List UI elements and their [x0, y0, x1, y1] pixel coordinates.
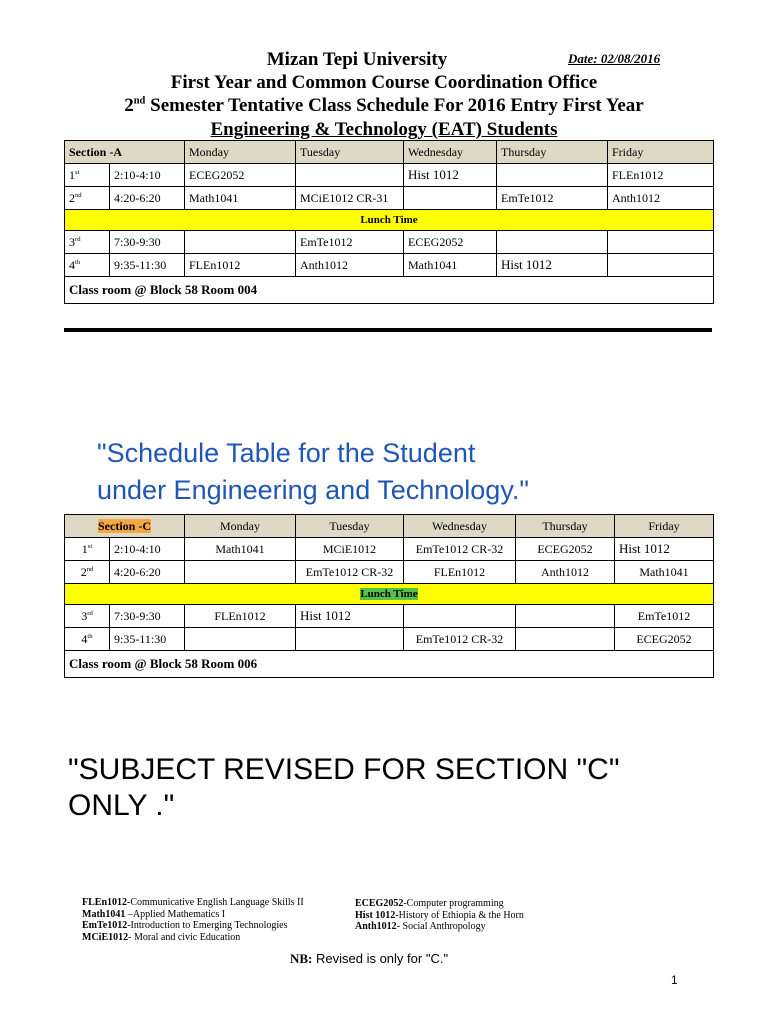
class-cell: Math1041 — [185, 187, 296, 210]
class-cell — [185, 561, 296, 584]
legend-left — [82, 897, 304, 943]
class-cell: ECEG2052 — [185, 164, 296, 187]
table-header-row — [65, 515, 714, 538]
class-cell: MCiE1012 — [296, 538, 404, 561]
class-cell — [185, 628, 296, 651]
office-title: First Year and Common Course Coordination Office — [170, 72, 598, 93]
legend-item: Anth1012- Social Anthropology — [355, 921, 486, 932]
period: 3rd — [65, 605, 110, 628]
legend-item: Hist 1012-History of Ethiopia & the Horn — [355, 909, 524, 921]
class-cell — [497, 231, 608, 254]
class-cell — [608, 231, 714, 254]
class-cell: Math1041 — [404, 254, 497, 277]
day-tuesday: Tuesday — [296, 515, 404, 538]
day-friday: Friday — [615, 515, 714, 538]
time-slot: 9:35-11:30 — [110, 628, 185, 651]
class-cell: Hist 1012 — [497, 254, 608, 277]
day-monday: Monday — [185, 141, 296, 164]
class-cell — [608, 254, 714, 277]
time-slot: 9:35-11:30 — [110, 254, 185, 277]
section-label: Section -A — [65, 141, 185, 164]
time-slot: 2:10-4:10 — [110, 164, 185, 187]
class-cell: EmTe1012 — [615, 605, 714, 628]
table-row — [65, 561, 714, 584]
day-tuesday: Tuesday — [296, 141, 404, 164]
lunch-label: Lunch Time — [65, 584, 714, 605]
class-cell — [404, 605, 516, 628]
section-a-table — [64, 140, 714, 304]
period: 3rd — [65, 231, 110, 254]
revised-line-1: "SUBJECT REVISED FOR SECTION "C" — [68, 753, 620, 786]
time-slot: 4:20-6:20 — [110, 561, 185, 584]
classroom-label: Class room @ Block 58 Room 004 — [65, 277, 714, 304]
class-cell — [516, 628, 615, 651]
table-header-row — [65, 141, 714, 164]
legend-item: FLEn1012-Communicative English Language Skills II — [82, 897, 304, 908]
table-row — [65, 164, 714, 187]
legend-item: MCiE1012- Moral and civic Education — [82, 931, 241, 943]
class-cell: Hist 1012 — [404, 164, 497, 187]
class-cell: Anth1012 — [296, 254, 404, 277]
class-cell — [185, 231, 296, 254]
class-cell: EmTe1012 — [296, 231, 404, 254]
period: 1st — [65, 538, 110, 561]
day-thursday: Thursday — [497, 141, 608, 164]
class-cell — [296, 628, 404, 651]
class-cell: EmTe1012 CR-32 — [404, 538, 516, 561]
divider — [64, 328, 712, 332]
class-cell: Hist 1012 — [296, 605, 404, 628]
nb-note — [290, 951, 448, 967]
class-cell: Math1041 — [185, 538, 296, 561]
day-friday: Friday — [608, 141, 714, 164]
legend-item: EmTe1012-Introduction to Emerging Technologies — [82, 920, 288, 931]
class-cell — [296, 164, 404, 187]
classroom-row — [65, 651, 714, 678]
class-cell — [497, 164, 608, 187]
students-text: Engineering & Technology (EAT) Students — [210, 119, 558, 140]
semester-number: 2 — [124, 95, 134, 116]
table-row — [65, 231, 714, 254]
day-thursday: Thursday — [516, 515, 615, 538]
period: 4th — [65, 254, 110, 277]
class-cell: ECEG2052 — [404, 231, 497, 254]
class-cell: MCiE1012 CR-31 — [296, 187, 404, 210]
section-c-table — [64, 514, 714, 678]
class-cell: Hist 1012 — [615, 538, 714, 561]
lunch-row — [65, 210, 714, 231]
legend-item: Math1041 –Applied Mathematics I — [82, 908, 226, 920]
period: 4th — [65, 628, 110, 651]
class-cell: Math1041 — [615, 561, 714, 584]
university-name: Mizan Tepi University — [266, 49, 448, 70]
day-wednesday: Wednesday — [404, 515, 516, 538]
class-cell — [404, 187, 497, 210]
section-label: Section -C — [65, 515, 185, 538]
legend-right — [355, 898, 524, 933]
class-cell: ECEG2052 — [516, 538, 615, 561]
table-row — [65, 628, 714, 651]
time-slot: 7:30-9:30 — [110, 605, 185, 628]
time-slot: 7:30-9:30 — [110, 231, 185, 254]
class-cell: EmTe1012 CR-32 — [404, 628, 516, 651]
class-cell: Anth1012 — [608, 187, 714, 210]
table-row — [65, 187, 714, 210]
document-date: Date: 02/08/2016 — [568, 51, 661, 66]
class-cell: EmTe1012 — [497, 187, 608, 210]
students-title — [0, 118, 768, 141]
revised-line-2: ONLY ." — [68, 789, 175, 822]
class-cell: FLEn1012 — [185, 254, 296, 277]
period: 2nd — [65, 561, 110, 584]
semester-title — [0, 94, 768, 117]
overlay-line-2: under Engineering and Technology." — [97, 475, 529, 505]
nb-text: Revised is only for "C." — [312, 951, 449, 966]
lunch-row — [65, 584, 714, 605]
class-cell: FLEn1012 — [404, 561, 516, 584]
period: 2nd — [65, 187, 110, 210]
table-row — [65, 605, 714, 628]
day-wednesday: Wednesday — [404, 141, 497, 164]
classroom-label: Class room @ Block 58 Room 006 — [65, 651, 714, 678]
table-row — [65, 254, 714, 277]
overlay-line-1: "Schedule Table for the Student — [97, 438, 476, 468]
class-cell: FLEn1012 — [185, 605, 296, 628]
time-slot: 4:20-6:20 — [110, 187, 185, 210]
nb-label: NB: — [290, 951, 313, 966]
class-cell: ECEG2052 — [615, 628, 714, 651]
time-slot: 2:10-4:10 — [110, 538, 185, 561]
semester-text: Semester Tentative Class Schedule For 2016 Entry First Year — [145, 95, 644, 116]
lunch-label: Lunch Time — [65, 210, 714, 231]
legend-item: ECEG2052-Computer programming — [355, 898, 504, 909]
class-cell: FLEn1012 — [608, 164, 714, 187]
class-cell — [516, 605, 615, 628]
class-cell: EmTe1012 CR-32 — [296, 561, 404, 584]
day-monday: Monday — [185, 515, 296, 538]
classroom-row — [65, 277, 714, 304]
table-row — [65, 538, 714, 561]
semester-sup: nd — [133, 95, 146, 107]
page-number: 1 — [671, 973, 678, 987]
period: 1st — [65, 164, 110, 187]
class-cell: Anth1012 — [516, 561, 615, 584]
